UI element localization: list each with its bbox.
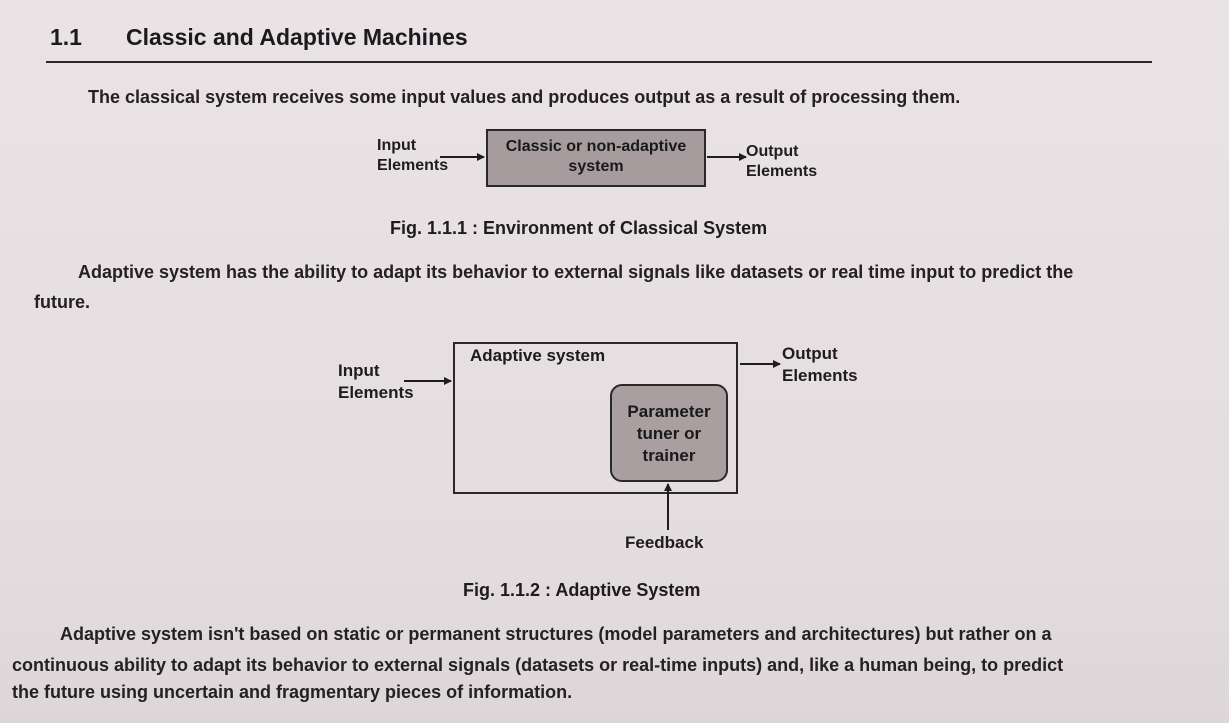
- tuner-line3: trainer: [642, 446, 696, 465]
- paragraph-conclusion-line1: Adaptive system isn't based on static or permanent structures (model parameters and architectures) but rather on a: [60, 624, 1052, 644]
- paragraph-adaptive-line2: future.: [34, 292, 90, 312]
- paragraph-adaptive-line1: Adaptive system has the ability to adapt its behavior to external signals like datasets or real time input to predict the: [78, 262, 1074, 282]
- classic-box-line2: system: [568, 158, 624, 175]
- tuner-line2: tuner or: [636, 424, 702, 443]
- fig1-input-line2: Elements: [377, 157, 449, 174]
- fig2-caption: Fig. 1.1.2 : Adaptive System: [463, 580, 701, 600]
- paragraph-conclusion-line3: the future using uncertain and fragmentary pieces of information.: [12, 682, 573, 702]
- fig2-output-line1: Output: [782, 344, 838, 363]
- paragraph-classical-intro: The classical system receives some input values and produces output as a result of processing them.: [88, 87, 961, 107]
- tuner-line1: Parameter: [627, 402, 711, 421]
- feedback-label: Feedback: [625, 533, 704, 552]
- paragraph-conclusion-line2: continuous ability to adapt its behavior to external signals (datasets or real-time inputs) and, like a human being, to predict: [12, 655, 1064, 675]
- fig1-output-line2: Elements: [746, 163, 818, 180]
- fig2-output-line2: Elements: [782, 366, 858, 385]
- adaptive-system-label: Adaptive system: [470, 346, 606, 365]
- fig2-input-line1: Input: [338, 361, 380, 380]
- fig1-output-line1: Output: [746, 143, 799, 160]
- classic-box-line1: Classic or non-adaptive: [505, 138, 687, 155]
- section-title: Classic and Adaptive Machines: [126, 24, 468, 50]
- section-number: 1.1: [50, 24, 82, 50]
- fig2-input-line2: Elements: [338, 383, 414, 402]
- fig1-input-line1: Input: [377, 137, 417, 154]
- fig1-caption: Fig. 1.1.1 : Environment of Classical System: [390, 218, 768, 238]
